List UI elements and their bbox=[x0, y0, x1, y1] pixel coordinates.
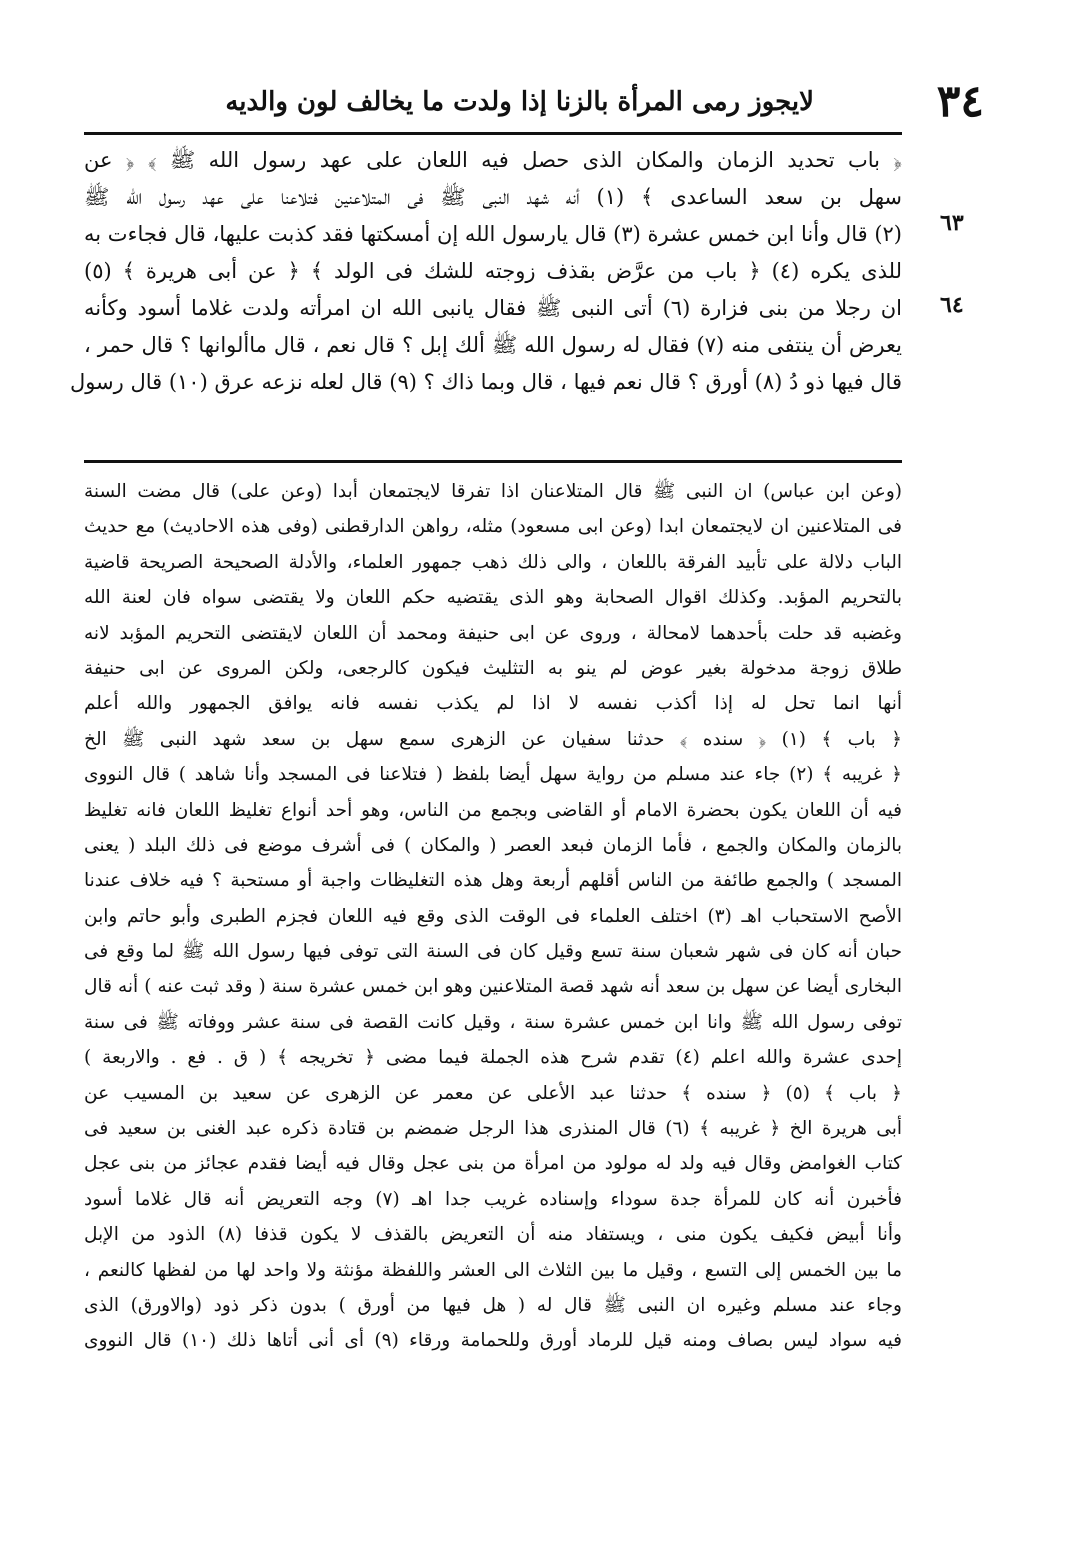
commentary-line: ﴿ غريبه ﴾ (٢) جاء عند مسلم من رواية سهل أيضا بلفظ ( فتلاعنا فى المسجد وأنا شاهد ) قال النووى bbox=[84, 764, 902, 786]
text-line: يعرض أن ينتفى منه (٧) فقال له رسول الله ﷺ ألك إبل ؟ قال نعم ، قال ماألوانها ؟ قال حمر ، bbox=[84, 333, 902, 357]
text-line: (٢) قال وأنا ابن خمس عشرة (٣) قال يارسول الله إن أمسكتها فقد كذبت عليها، قال فجاءت به bbox=[84, 222, 902, 246]
text-line: ان رجلا من بنى فزارة (٦) أتى النبى ﷺ فقال يانبى الله ان امرأته ولدت غلاما أسود وكأنه bbox=[84, 296, 902, 320]
commentary-line: ما بين الخمس إلى التسع ، وقيل ما بين الثلاث الى العشر واللفظة مؤنثة ولا واحد لها من لفظها كالنعم ، bbox=[84, 1259, 902, 1281]
text-line: للذى يكره (٤) ﴿ باب من عرَّض بقذف زوجته للشك فى الولد ﴾ ﴿ عن أبى هريرة ﴾ (٥) bbox=[84, 259, 902, 283]
commentary-line: بالزمان والمكان والجمع ، فأما الزمان فبعد العصر ( والمكان ) فى أشرف موضع فى ذلك البلد ( يعنى bbox=[84, 834, 902, 856]
commentary-line: ﴿ باب ﴾ (٥) ﴿ سنده ﴾ حدثنا عبد الأعلى عن معمر عن الزهرى عن سعيد بن المسيب عن bbox=[84, 1082, 902, 1104]
commentary-line: كتاب الغوامض وقال فيه ولد له مولود من امرأة من بنى عجل وقال فيه أيضا فقدم عجائز من بنى عجل bbox=[84, 1153, 902, 1175]
commentary-line: حبان أنه كان فى شهر شعبان سنة تسع وقيل كان فى السنة التى توفى فيها رسول الله ﷺ لما وقع فى bbox=[84, 941, 902, 963]
commentary-text bbox=[84, 474, 902, 1359]
commentary-line: بالتحريم المؤبد. وكذلك اقوال الصحابة وهو الذى يقتضيه حكم اللعان ولا يقتضى سواه فان لعنة الله bbox=[84, 587, 902, 609]
hadith-text bbox=[69, 142, 902, 401]
running-title: لايجوز رمى المرأة بالزنا إذا ولدت ما يخالف لون والديه bbox=[225, 87, 814, 117]
commentary-line: فأخبرن أنه كان للمرأة جدة سوداء وإسناده غريب جدا اهـ (٧) وجه التعريض أنه قال غلاما أسود bbox=[84, 1188, 902, 1210]
commentary-line: فيه أن اللعان يكون بحضرة الامام أو القاضى وبجمع من الناس، وهو أحد أنواع تغليظ اللعان فانه تغليظ bbox=[84, 799, 902, 821]
commentary-line: وغضبه قد حلت بأحدهما لامحالة ، وروى عن ابى حنيفة ومحمد أن اللعان لايقتضى التحريم المؤبد لانه bbox=[84, 622, 902, 644]
commentary-line: فيه سواد ليس بصاف ومنه قيل للرماد أورق وللحمامة ورقاء (٩) أى أنى أتاها ذلك (١٠) قال النووى bbox=[84, 1330, 902, 1352]
commentary-line: البخارى أيضا عن سهل بن سعد أنه شهد قصة المتلاعنين وهو ابن خمس عشرة سنة ( وقد ثبت عنه ) أنه قال bbox=[84, 976, 902, 998]
footnote-separator bbox=[84, 460, 902, 463]
hadith-number: ٦٤ bbox=[940, 292, 964, 318]
commentary-line: الباب دلالة على تأبيد الفرقة باللعان ، والى ذلك ذهب جمهور العلماء، والأدلة الصحيحة الصريحة قاضية bbox=[84, 551, 902, 573]
text-line: ﴿ باب تحديد الزمان والمكان الذى حصل فيه اللعان على عهد رسول الله ﷺ ﴾ ﴿ عن bbox=[84, 148, 902, 172]
commentary-line: إحدى عشرة والله اعلم (٤) تقدم شرح هذه الجملة فيما مضى ﴿ تخريجه ﴾ ( ق . فع . والاربعة ) bbox=[84, 1047, 902, 1069]
commentary-line: فى المتلاعنين ان لايجتمعان ابدا (وعن ابى مسعود) مثله، رواهن الدارقطنى (وفى هذه الاحاديث) مع حديث bbox=[84, 516, 902, 538]
commentary-line: الأصح الاستحباب اهـ (٣) اختلف العلماء فى الوقت الذى وقع فيه اللعان فجزم الطبرى وأبو حاتم وابن bbox=[84, 905, 902, 927]
page-number: ٣٤ bbox=[936, 76, 984, 127]
commentary-line: أنها انما تحل له إذا أكذب نفسه لا اذا لم يكذب نفسه فانه يوافق الجمهور والله أعلم bbox=[84, 693, 902, 715]
commentary-line: المسجد ) والجمع طائفة من الناس أقلهم أربعة وهل هذه التغليظات واجبة أو مستحبة ؟ فيه خلاف عندنا bbox=[84, 870, 902, 892]
text-line: سهل بن سعد الساعدى ﴾ (١) أنه شهد النبى ﷺ فى المتلاعنين فتلاعنا على عهد رسول الله ﷺ bbox=[84, 185, 902, 209]
header-rule bbox=[84, 132, 902, 135]
commentary-line: توفى رسول الله ﷺ وانا ابن خمس عشرة سنة ، وقيل كانت القصة فى سنة عشر ووفاته ﷺ فى سنة bbox=[84, 1011, 902, 1033]
hadith-number: ٦٣ bbox=[940, 210, 964, 236]
commentary-line: ﴿ باب ﴾ (١) ﴿ سنده ﴾ حدثنا سفيان عن الزهرى سمع سهل بن سعد شهد النبى ﷺ الخ bbox=[84, 728, 902, 750]
commentary-line: أبى هريرة الخ ﴿ غريبه ﴾ (٦) قال المنذرى هذا الرجل ضمضم بن قتادة ذكره عبد الغنى بن سعيد فى bbox=[84, 1118, 903, 1140]
commentary-line: (وعن ابن عباس) ان النبى ﷺ قال المتلاعنان اذا تفرقا لايجتمعان أبدا (وعن على) قال مضت السنة bbox=[84, 481, 902, 502]
page-header bbox=[84, 78, 984, 126]
commentary-line: وجاء عند مسلم وغيره ان النبى ﷺ قال له ( هل فيها من أورق ) بدون ذكر ذود (والاورق) الذى bbox=[84, 1294, 902, 1316]
commentary-line: طلاق زوجة مدخولة بغير عوض لم ينو به التثليث فيكون كالرجعى، ولكن المروى عن ابى حنيفة bbox=[84, 657, 902, 679]
commentary-line: وأنا أبيض فكيف يكون منى ، ويستفاد منه أن التعريض بالقذف لا يكون قذفا (٨) الذود من الإبل bbox=[84, 1224, 902, 1246]
text-line: قال فيها ذو دُ (٨) أورق ؟ قال نعم فيها ، قال وبما ذاك ؟ (٩) قال لعله نزعه عرق (١٠) قال رسول bbox=[69, 370, 902, 394]
